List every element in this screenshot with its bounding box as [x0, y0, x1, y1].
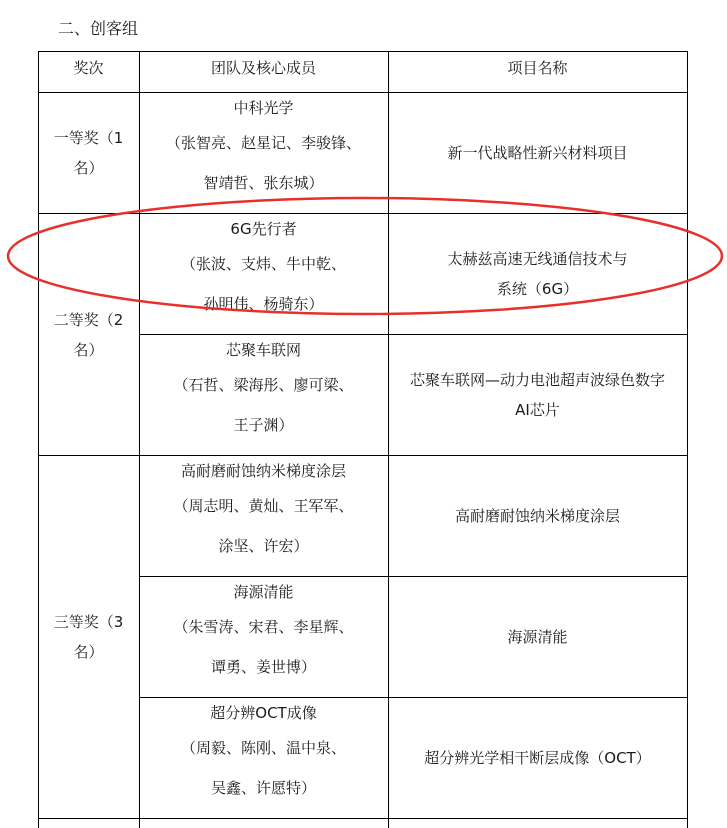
team-cell-line: （石哲、梁海彤、廖可梁、: [173, 376, 354, 394]
project-cell: [388, 335, 687, 455]
team-cell-line: 高耐磨耐蚀纳米梯度涂层: [180, 462, 346, 480]
project-cell-line: 太赫兹高速无线通信技术与: [447, 250, 628, 268]
award-cell-line: 二等奖（2: [53, 310, 124, 329]
team-cell-line: （周志明、黄灿、王军军、: [173, 497, 354, 515]
team-cell: [139, 577, 388, 697]
project-cell: [388, 698, 687, 818]
table-border: [687, 51, 688, 828]
team-cell-line: 谭勇、姜世博）: [210, 658, 316, 676]
team-cell-line: 智靖哲、张东城）: [203, 174, 324, 192]
team-cell-line: （朱雪涛、宋君、李星辉、: [173, 618, 354, 636]
header-project: [388, 51, 687, 92]
header-award: [38, 51, 139, 92]
award-cell: [38, 456, 139, 818]
header-team: [139, 51, 388, 92]
project-cell: [388, 93, 687, 213]
table-border: [38, 51, 688, 52]
team-cell-line: 芯聚车联网: [225, 341, 301, 359]
team-cell-line: （张智亮、赵星记、李骏锋、: [165, 134, 361, 152]
award-cell-line: 三等奖（3: [53, 613, 124, 631]
project-cell-line: 高耐磨耐蚀纳米梯度涂层: [454, 507, 620, 525]
team-cell-line: 孙明伟、杨骑东）: [203, 295, 324, 313]
award-cell-line: 名）: [73, 643, 104, 661]
project-cell: [388, 456, 687, 576]
project-cell: [388, 214, 687, 334]
header-project-label: 项目名称: [507, 59, 568, 77]
team-cell-line: 海源清能: [233, 583, 294, 601]
team-cell: [139, 93, 388, 213]
project-cell-line: 系统（6G）: [496, 280, 579, 298]
team-cell: [139, 698, 388, 818]
award-cell-line: 名）: [73, 159, 104, 177]
award-cell-line: 一等奖（1: [53, 129, 124, 147]
team-cell: [139, 456, 388, 576]
table-border: [38, 818, 688, 819]
header-award-label: 奖次: [73, 59, 104, 77]
team-cell-line: 超分辨OCT成像: [210, 704, 317, 722]
project-cell-line: AI芯片: [515, 401, 560, 419]
team-cell: [139, 214, 388, 334]
project-cell-line: 新一代战略性新兴材料项目: [447, 144, 628, 162]
project-cell-line: 超分辨光学相干断层成像（OCT）: [424, 749, 651, 767]
project-cell: [388, 577, 687, 697]
award-cell: [38, 93, 139, 213]
section-title: 二、创客组: [58, 19, 139, 38]
team-cell-line: 中科光学: [233, 99, 294, 117]
project-cell-line: 海源清能: [507, 628, 568, 646]
header-team-label: 团队及核心成员: [210, 59, 316, 77]
team-cell-line: 6G先行者: [230, 220, 297, 238]
award-cell: [38, 214, 139, 455]
team-cell-line: （周毅、陈刚、温中泉、: [180, 739, 346, 757]
team-cell-line: 涂坚、许宏）: [218, 537, 309, 555]
award-cell-line: 名）: [73, 340, 104, 359]
project-cell-line: 芯聚车联网—动力电池超声波绿色数字: [409, 371, 665, 389]
team-cell: [139, 335, 388, 455]
team-cell-line: 吴鑫、许愿特）: [210, 779, 316, 797]
team-cell-line: （张波、支炜、牛中乾、: [180, 255, 346, 273]
team-cell-line: 王子渊）: [233, 416, 294, 434]
